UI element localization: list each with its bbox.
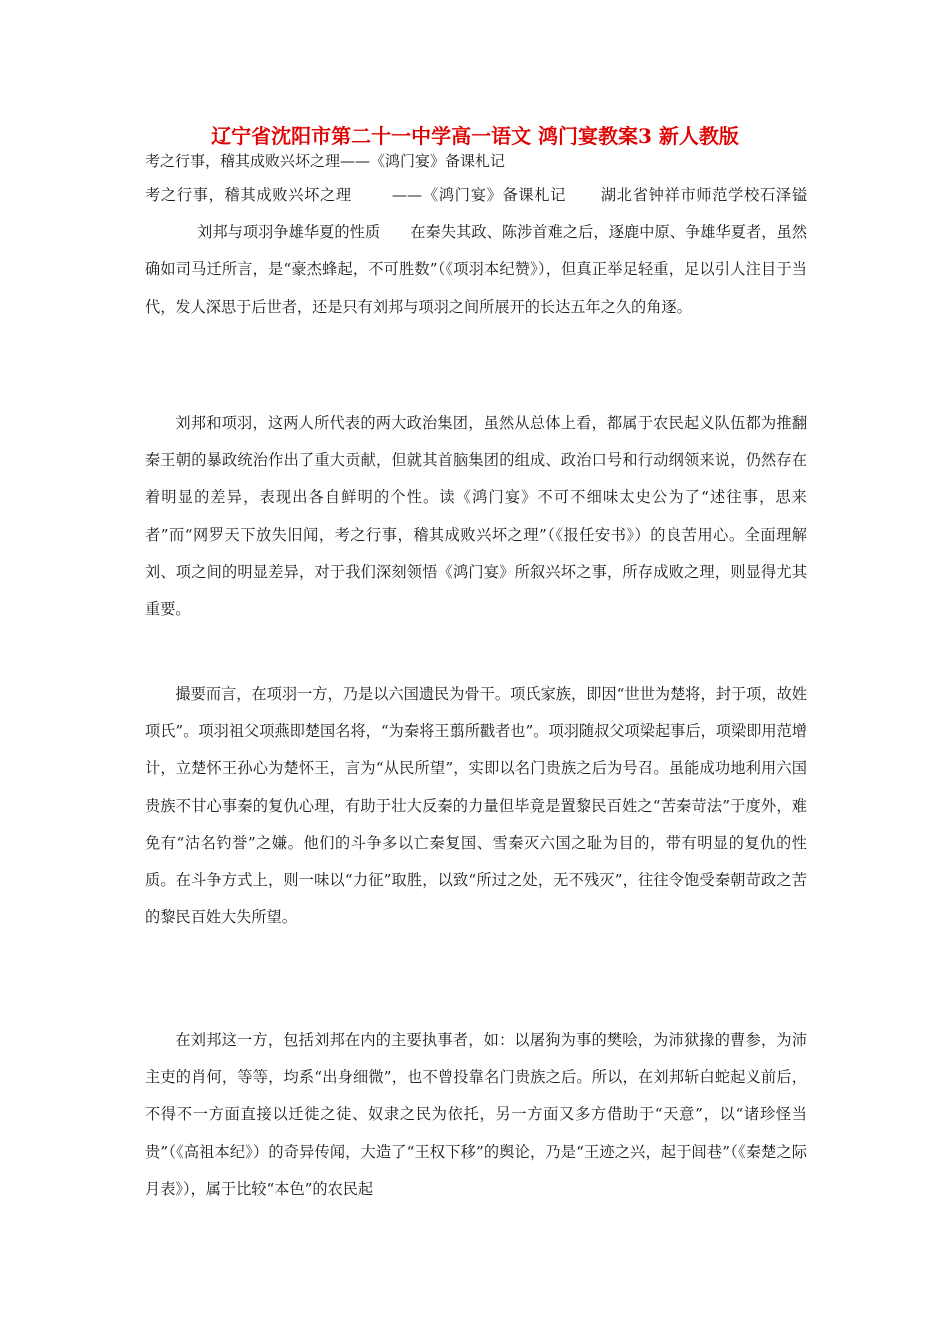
intro-text: 在秦失其政、陈涉首难之后，逐鹿中原、争雄华夏者，虽然确如司马迁所言，是“豪杰蜂起，不可胜数”（《项羽本纪赞》），但真正举足轻重，足以引人注目于当代，发人深思于后世者，还是只有刘邦与项羽之间所展开的长达五年之久的角逐。 — [145, 223, 808, 316]
intro-author: 石泽镒 — [760, 186, 808, 204]
paragraph-text: 在刘邦这一方，包括刘邦在内的主要执事者，如：以屠狗为事的樊哙，为沛狱掾的曹参，为沛主吏的肖何，等等，均系“出身细微”，也不曾投靠名门贵族之后。所以，在刘邦斩白蛇起义前后，不得不一方面直接以迁徙之徒、奴隶之民为依托，另一方面又多方借助于“天意”，以“诸珍怪当贵”（《高祖本纪》）的奇异传闻，大造了“王权下移”的舆论，乃是“王迹之兴，起于闾巷”（《秦楚之际月表》），属于比较“本色”的农民起 — [145, 1031, 807, 1198]
body-paragraph-1 — [145, 405, 807, 628]
intro-section-heading: 刘邦与项羽争雄华夏的性质 — [197, 223, 381, 242]
paragraph-text: 刘邦和项羽，这两人所代表的两大政治集团，虽然从总体上看，都属于农民起义队伍都为推翻秦王朝的暴政统治作出了重大贡献，但就其首脑集团的组成、政治口号和行动纲领来说，仍然存在着明显的差异，表现出各自鲜明的个性。读《鸿门宴》不可不细味太史公为了“述往事，思来者”而“网罗天下放失旧闻，考之行事，稽其成败兴坏之理”（《报任安书》）的良苦用心。全面理解刘、项之间的明显差异，对于我们深刻领悟《鸿门宴》所叙兴坏之事，所存成败之理，则显得尤其重要。 — [145, 414, 807, 619]
paragraph-text: 撮要而言，在项羽一方，乃是以六国遗民为骨干。项氏家族，即因“世世为楚将，封于项，故姓项氏”。项羽祖父项燕即楚国名将，“为秦将王翦所戳者也”。项羽随叔父项梁起事后，项梁即用范增计，立楚怀王孙心为楚怀王，言为“从民所望”，实即以名门贵族之后为号召。虽能成功地利用六国贵族不甘心事秦的复仇心理，有助于壮大反秦的力量但毕竟是置黎民百姓之“苦秦苛法”于度外，难免有“沽名钓誉”之嫌。他们的斗争多以亡秦复国、雪秦灭六国之耻为目的，带有明显的复仇的性质。在斗争方式上，则一味以“力征”取胜，以致“所过之处，无不残灭”，往往令饱受秦朝苛政之苦的黎民百姓大失所望。 — [145, 685, 807, 927]
document-subtitle: 考之行事，稽其成败兴坏之理——《鸿门宴》备课札记 — [145, 152, 506, 170]
intro-school: 湖北省钟祥市师范学校 — [600, 186, 761, 204]
intro-paragraph — [145, 177, 807, 326]
body-paragraph-2 — [145, 676, 807, 936]
body-paragraph-3 — [145, 1022, 807, 1208]
document-title: 辽宁省沈阳市第二十一中学高一语文 鸿门宴教案3 新人教版 — [211, 124, 739, 148]
intro-heading-a: 考之行事，稽其成败兴坏之理 — [145, 186, 352, 204]
intro-heading-b: ——《鸿门宴》备课札记 — [391, 186, 567, 204]
